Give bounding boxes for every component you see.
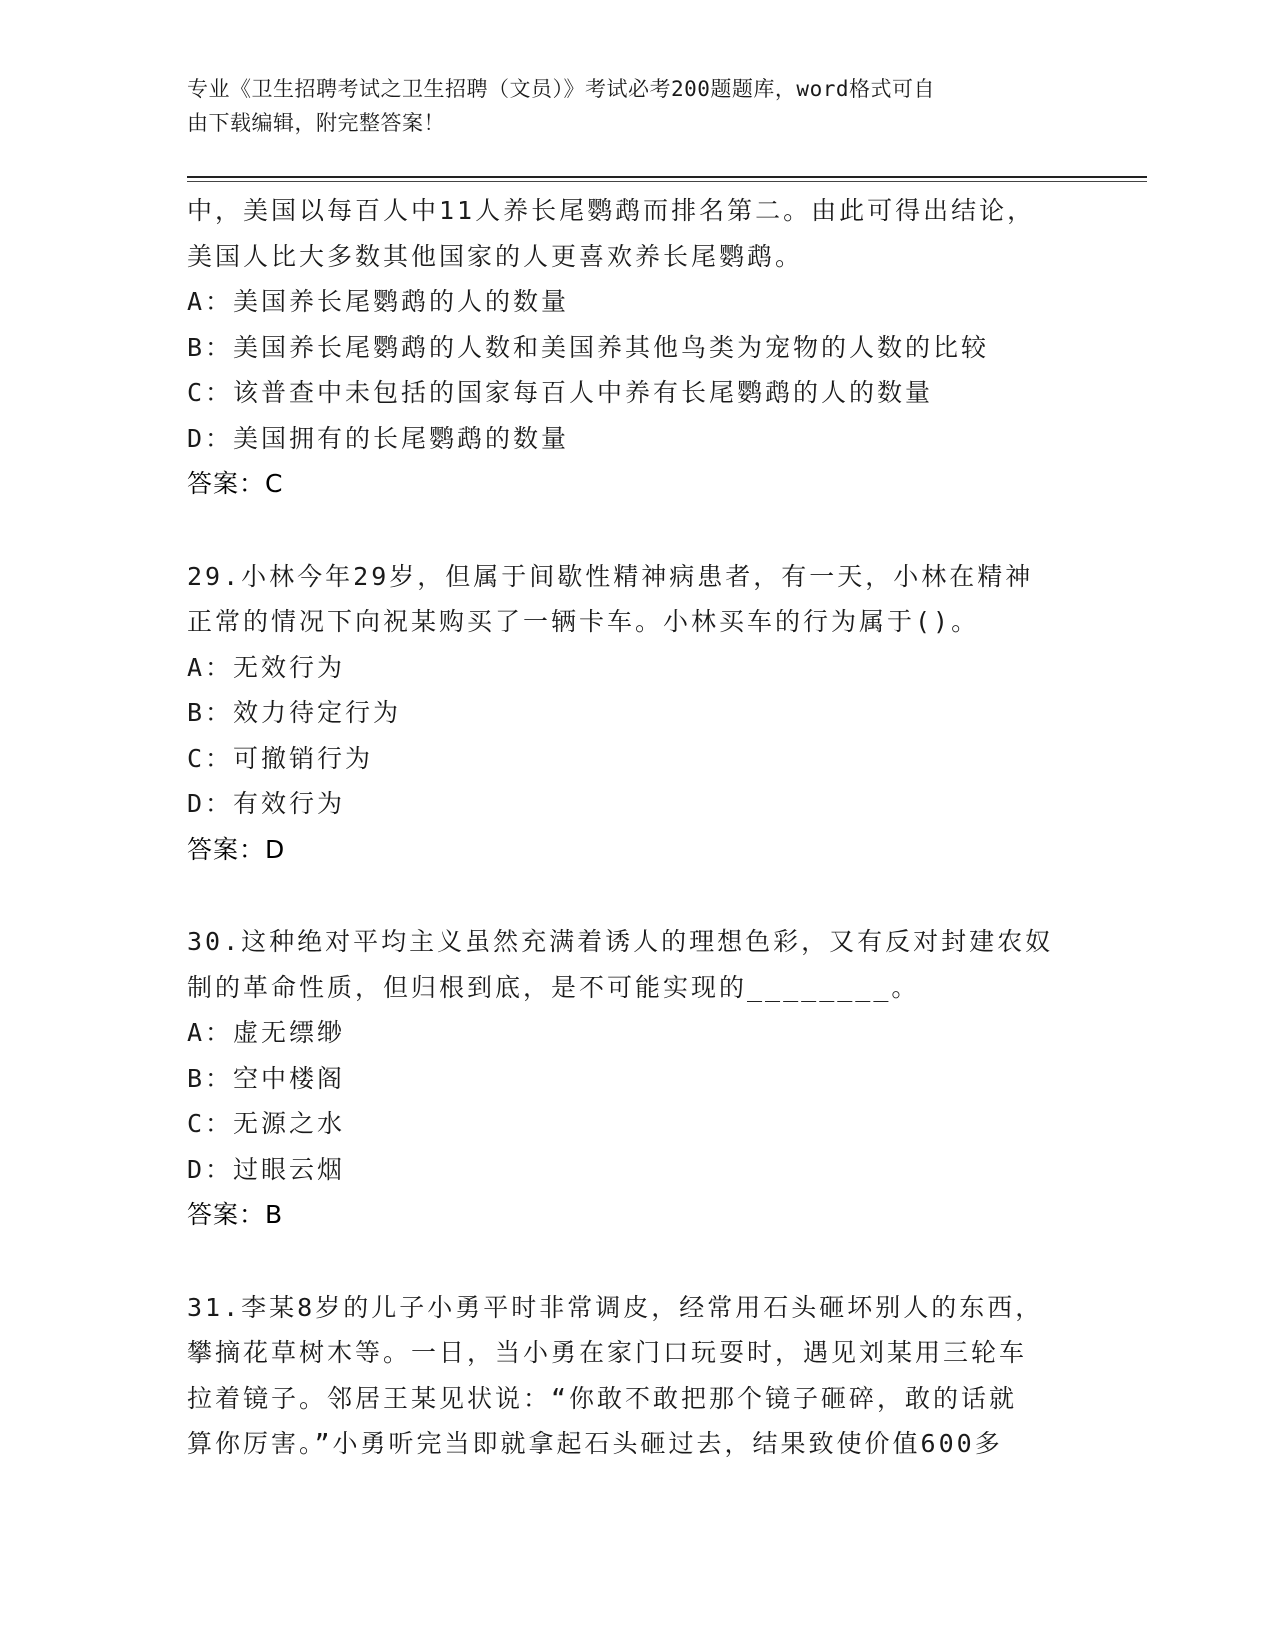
question-28 — [187, 188, 1087, 507]
option-c: C：无源之水 — [187, 1109, 346, 1138]
option-d: D：有效行为 — [187, 789, 346, 818]
option-a: A：美国养长尾鹦鹉的人的数量 — [187, 287, 570, 316]
header-divider-thick — [187, 176, 1147, 178]
option-b: B：美国养长尾鹦鹉的人数和美国养其他鸟类为宠物的人数的比较 — [187, 332, 990, 362]
option-b: B：空中楼阁 — [187, 1063, 346, 1093]
question-text-line: 拉着镜子。邻居王某见状说：“你敢不敢把那个镜子砸碎，敢的话就 — [187, 1383, 1018, 1413]
question-text-line: 算你厉害。”小勇听完当即就拿起石头砸过去，结果致使价值600多 — [187, 1429, 1003, 1458]
header-line-2: 由下载编辑，附完整答案！ — [187, 111, 445, 135]
question-text-line: 美国人比大多数其他国家的人更喜欢养长尾鹦鹉。 — [187, 241, 804, 271]
answer: 答案：D — [187, 834, 286, 864]
answer: 答案：B — [187, 1200, 284, 1229]
option-a: A：虚无缥缈 — [187, 1018, 346, 1047]
question-text-line: 攀摘花草树木等。一日，当小勇在家门口玩耍时，遇见刘某用三轮车 — [187, 1338, 1028, 1367]
answer: 答案：C — [187, 469, 284, 498]
option-d: D：美国拥有的长尾鹦鹉的数量 — [187, 423, 570, 453]
option-d: D：过眼云烟 — [187, 1154, 346, 1184]
document-header — [187, 72, 1067, 140]
option-b: B：效力待定行为 — [187, 698, 402, 727]
question-30 — [187, 919, 1087, 1238]
header-line-1: 专业《卫生招聘考试之卫生招聘（文员）》考试必考200题题库，word格式可自 — [187, 77, 935, 101]
option-a: A：无效行为 — [187, 652, 346, 682]
question-text-line: 29.小林今年29岁，但属于间歇性精神病患者，有一天，小林在精神 — [187, 561, 1034, 591]
question-text-line: 31.李某8岁的儿子小勇平时非常调皮，经常用石头砸坏别人的东西， — [187, 1292, 1044, 1322]
option-c: C：可撤销行为 — [187, 743, 374, 773]
question-list — [187, 188, 1087, 1514]
question-text-line: 正常的情况下向祝某购买了一辆卡车。小林买车的行为属于()。 — [187, 607, 980, 636]
question-text-line: 中，美国以每百人中11人养长尾鹦鹉而排名第二。由此可得出结论， — [187, 196, 1036, 225]
option-c: C：该普查中未包括的国家每百人中养有长尾鹦鹉的人的数量 — [187, 378, 934, 407]
question-29 — [187, 554, 1087, 873]
header-divider-thin — [187, 181, 1147, 182]
question-31 — [187, 1285, 1087, 1467]
question-text-line: 制的革命性质，但归根到底，是不可能实现的________。 — [187, 972, 920, 1002]
question-text-line: 30.这种绝对平均主义虽然充满着诱人的理想色彩，又有反对封建农奴 — [187, 927, 1054, 956]
